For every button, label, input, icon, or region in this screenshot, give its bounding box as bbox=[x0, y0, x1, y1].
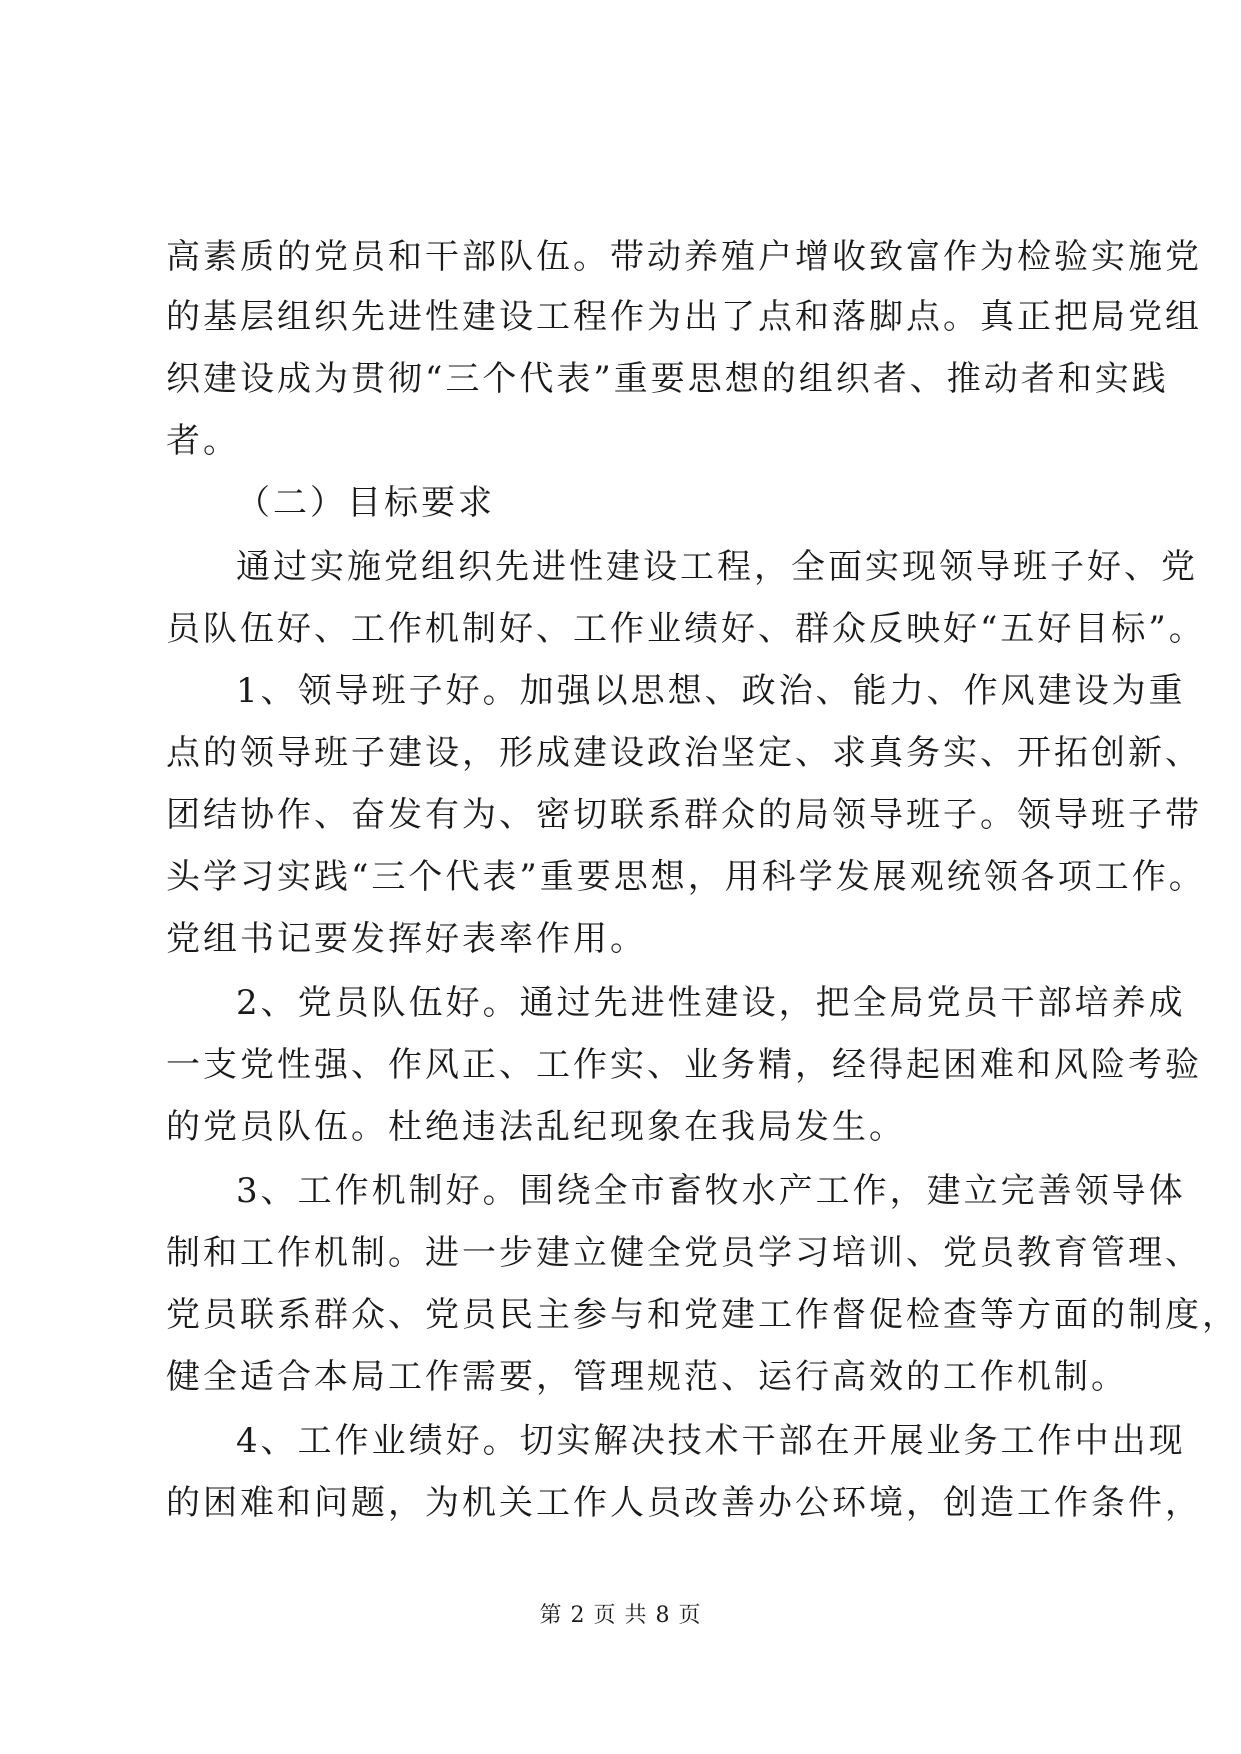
text-line: 的困难和问题，为机关工作人员改善办公环境，创造工作条件， bbox=[166, 1483, 1202, 1523]
text-line: 者。 bbox=[166, 421, 240, 461]
text-line: 的基层组织先进性建设工程作为出了点和落脚点。真正把局党组 bbox=[166, 297, 1202, 337]
text-line: 通过实施党组织先进性建设工程，全面实现领导班子好、党 bbox=[236, 547, 1198, 587]
text-line: 员队伍好、工作机制好、工作业绩好、群众反映好“五好目标”。 bbox=[166, 609, 1206, 649]
text-line: 头学习实践“三个代表”重要思想，用科学发展观统领各项工作。 bbox=[166, 857, 1206, 897]
text-line: 健全适合本局工作需要，管理规范、运行高效的工作机制。 bbox=[166, 1357, 1128, 1397]
text-line: 一支党性强、作风正、工作实、业务精，经得起困难和风险考验 bbox=[166, 1045, 1202, 1085]
text-line: 高素质的党员和干部队伍。带动养殖户增收致富作为检验实施党 bbox=[166, 237, 1202, 277]
text-line: 党组书记要发挥好表率作用。 bbox=[166, 919, 647, 959]
text-line: 2、党员队伍好。通过先进性建设，把全局党员干部培养成 bbox=[236, 983, 1186, 1023]
text-line: 点的领导班子建设，形成建设政治坚定、求真务实、开拓创新、 bbox=[166, 733, 1202, 773]
section-heading: （二）目标要求 bbox=[236, 483, 495, 523]
text-line: 织建设成为贯彻“三个代表”重要思想的组织者、推动者和实践 bbox=[166, 359, 1169, 399]
text-line: 1、领导班子好。加强以思想、政治、能力、作风建设为重 bbox=[236, 671, 1186, 711]
text-line: 制和工作机制。进一步建立健全党员学习培训、党员教育管理、 bbox=[166, 1233, 1202, 1273]
text-line: 3、工作机制好。围绕全市畜牧水产工作，建立完善领导体 bbox=[236, 1171, 1186, 1211]
text-line: 党员联系群众、党员民主参与和党建工作督促检查等方面的制度， bbox=[166, 1295, 1239, 1335]
text-line: 4、工作业绩好。切实解决技术干部在开展业务工作中出现 bbox=[236, 1421, 1186, 1461]
text-line: 团结协作、奋发有为、密切联系群众的局领导班子。领导班子带 bbox=[166, 795, 1202, 835]
text-line: 的党员队伍。杜绝违法乱纪现象在我局发生。 bbox=[166, 1107, 906, 1147]
page-number-footer: 第 2 页 共 8 页 bbox=[539, 1603, 702, 1628]
